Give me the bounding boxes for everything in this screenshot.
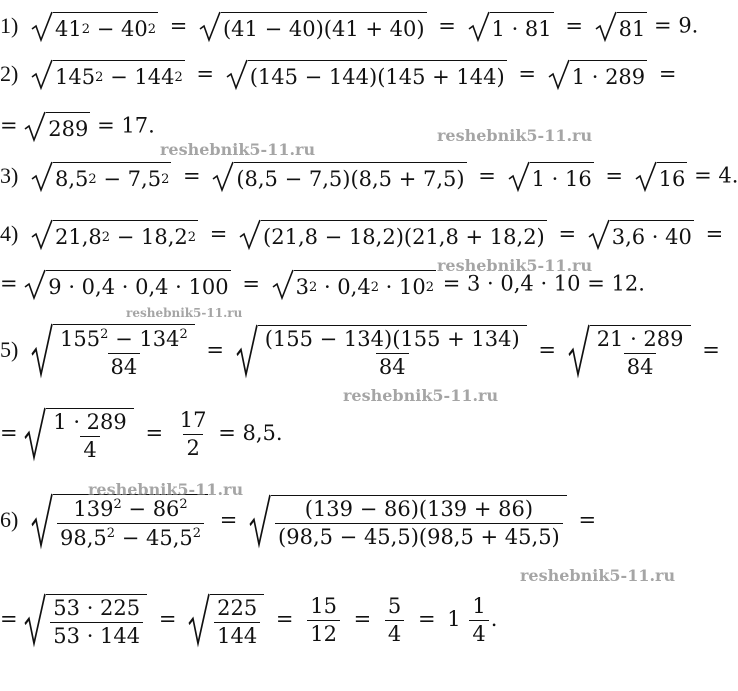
fraction: $\frac{15}{12}$	[307, 596, 340, 645]
result: = 3 · 0,4 · 10 = 12.	[442, 271, 645, 296]
radical	[236, 325, 527, 378]
problem-5-continued: = $\frac{1 \cdot 289}{4}$ = $\frac{17}{2}$ = 8,5.	[0, 408, 283, 462]
radical: (8,5 − 7,5)(8,5 + 7,5)	[212, 162, 466, 192]
radical	[31, 494, 208, 549]
watermark: reshebnik5-11.ru	[520, 566, 676, 585]
radical: (41 − 40)(41 + 40)	[199, 12, 427, 42]
radical: (145 − 144)(145 + 144)	[226, 60, 507, 90]
radical	[31, 324, 195, 378]
problem-number: 5)	[0, 336, 19, 362]
fraction: $\frac{155^2 - 134^2}{84}$	[60, 327, 188, 379]
result: = 8,5.	[218, 421, 283, 445]
fraction: $\frac{(139 - 86)(139 + 86)}{(98,5 - 45,5)(98,5 + 45,5)}$	[275, 499, 563, 548]
radical-sign	[31, 12, 53, 42]
radical: 21,8 2 − 18,2 2	[31, 220, 198, 250]
radical	[188, 594, 264, 647]
fraction: $\frac{5}{4}$	[385, 596, 404, 645]
problem-4: 4) 21,8 2 − 18,2 2 = (21,8 − 18,2)(21,8 + 18,2) = 3,6 · 40 =	[0, 220, 724, 249]
mixed-number-whole: 1	[447, 607, 461, 631]
fraction: $\frac{1 \cdot 289}{4}$	[53, 410, 127, 462]
fraction: $\frac{139^2 - 86^2}{98,5^2 - 45,5^2}$	[57, 498, 204, 549]
radical: (21,8 − 18,2)(21,8 + 18,2)	[239, 220, 547, 250]
result: = 4.	[694, 163, 738, 188]
watermark: reshebnik5-11.ru	[437, 126, 593, 145]
problem-1: 1) 41 2 − 40 2 = (41 − 40)(41 + 40) = 1 · 81 = 81 = 9.	[0, 12, 699, 41]
watermark: reshebnik5-11.ru	[88, 480, 244, 499]
fraction: $\frac{17}{2}$	[179, 408, 207, 460]
radical: 145 2 − 144 2	[31, 60, 185, 90]
problem-5: 5) $\frac{155^2 - 134^2}{84}$ = $\frac{(155 - 134)(155 + 134)}{84}$ = $\frac{21 \cdot 289}{84}$ =	[0, 324, 725, 378]
radical: 16	[635, 162, 688, 192]
problem-number: 4)	[0, 220, 19, 246]
problem-number: 2)	[0, 60, 19, 86]
radical: 289	[24, 112, 90, 142]
problem-2-continued: = 289 = 17.	[0, 113, 155, 141]
problem-number: 6)	[0, 507, 19, 532]
radical	[249, 495, 567, 548]
radical: 8,5 2 − 7,5 2	[31, 162, 171, 192]
radical: 3 2 · 0,4 2 · 10 2	[272, 270, 436, 300]
radical: 1 · 16	[508, 162, 594, 192]
radical: 41 2 − 40 2	[31, 12, 158, 42]
problem-3: 3) 8,5 2 − 7,5 2 = (8,5 − 7,5)(8,5 + 7,5) = 1 · 16 = 16 = 4.	[0, 162, 738, 191]
radical: 81	[595, 12, 648, 42]
problem-number: 3)	[0, 162, 19, 188]
radical	[568, 325, 691, 378]
fraction: $\frac{53 \cdot 225}{53 \cdot 144}$	[50, 598, 143, 647]
problem-4-continued: = 9 · 0,4 · 0,4 · 100 = 3 2 · 0,4 2 · 10 2 = 3 · 0,4 · 10 = 12.	[0, 271, 645, 299]
result: = 9.	[654, 13, 699, 38]
problem-2: 2) 145 2 − 144 2 = (145 − 144)(145 + 144) = 1 · 289 =	[0, 60, 677, 89]
problem-6: 6) $\frac{139^2 - 86^2}{98,5^2 - 45,5^2}$ = $\frac{(139 - 86)(139 + 86)}{(98,5 - 45,5)(98,5 + 45,5)}$ =	[0, 494, 601, 549]
fraction: $\frac{(155 - 134)(155 + 134)}{84}$	[264, 326, 520, 379]
problem-number: 1)	[0, 12, 19, 38]
fraction: $\frac{225}{144}$	[214, 598, 260, 647]
watermark: reshebnik5-11.ru	[126, 306, 243, 320]
radical	[24, 594, 147, 647]
problem-6-continued: = $\frac{53 \cdot 225}{53 \cdot 144}$ = $\frac{225}{144}$ = $\frac{15}{12}$ = $\frac{5}{4}$ = 1 $\frac{1}{4}$ .	[0, 594, 498, 648]
radical: 1 · 289	[548, 60, 647, 90]
result: = 17.	[97, 113, 155, 138]
radical: 3,6 · 40	[588, 220, 694, 250]
watermark: reshebnik5-11.ru	[437, 256, 593, 275]
watermark: reshebnik5-11.ru	[160, 140, 316, 159]
fraction: $\frac{1}{4}$	[469, 596, 488, 645]
radical: 9 · 0,4 · 0,4 · 100	[24, 270, 230, 300]
radical	[24, 408, 133, 461]
fraction: $\frac{21 \cdot 289}{84}$	[596, 326, 684, 379]
watermark: reshebnik5-11.ru	[343, 386, 499, 405]
radical: 1 · 81	[468, 12, 554, 42]
